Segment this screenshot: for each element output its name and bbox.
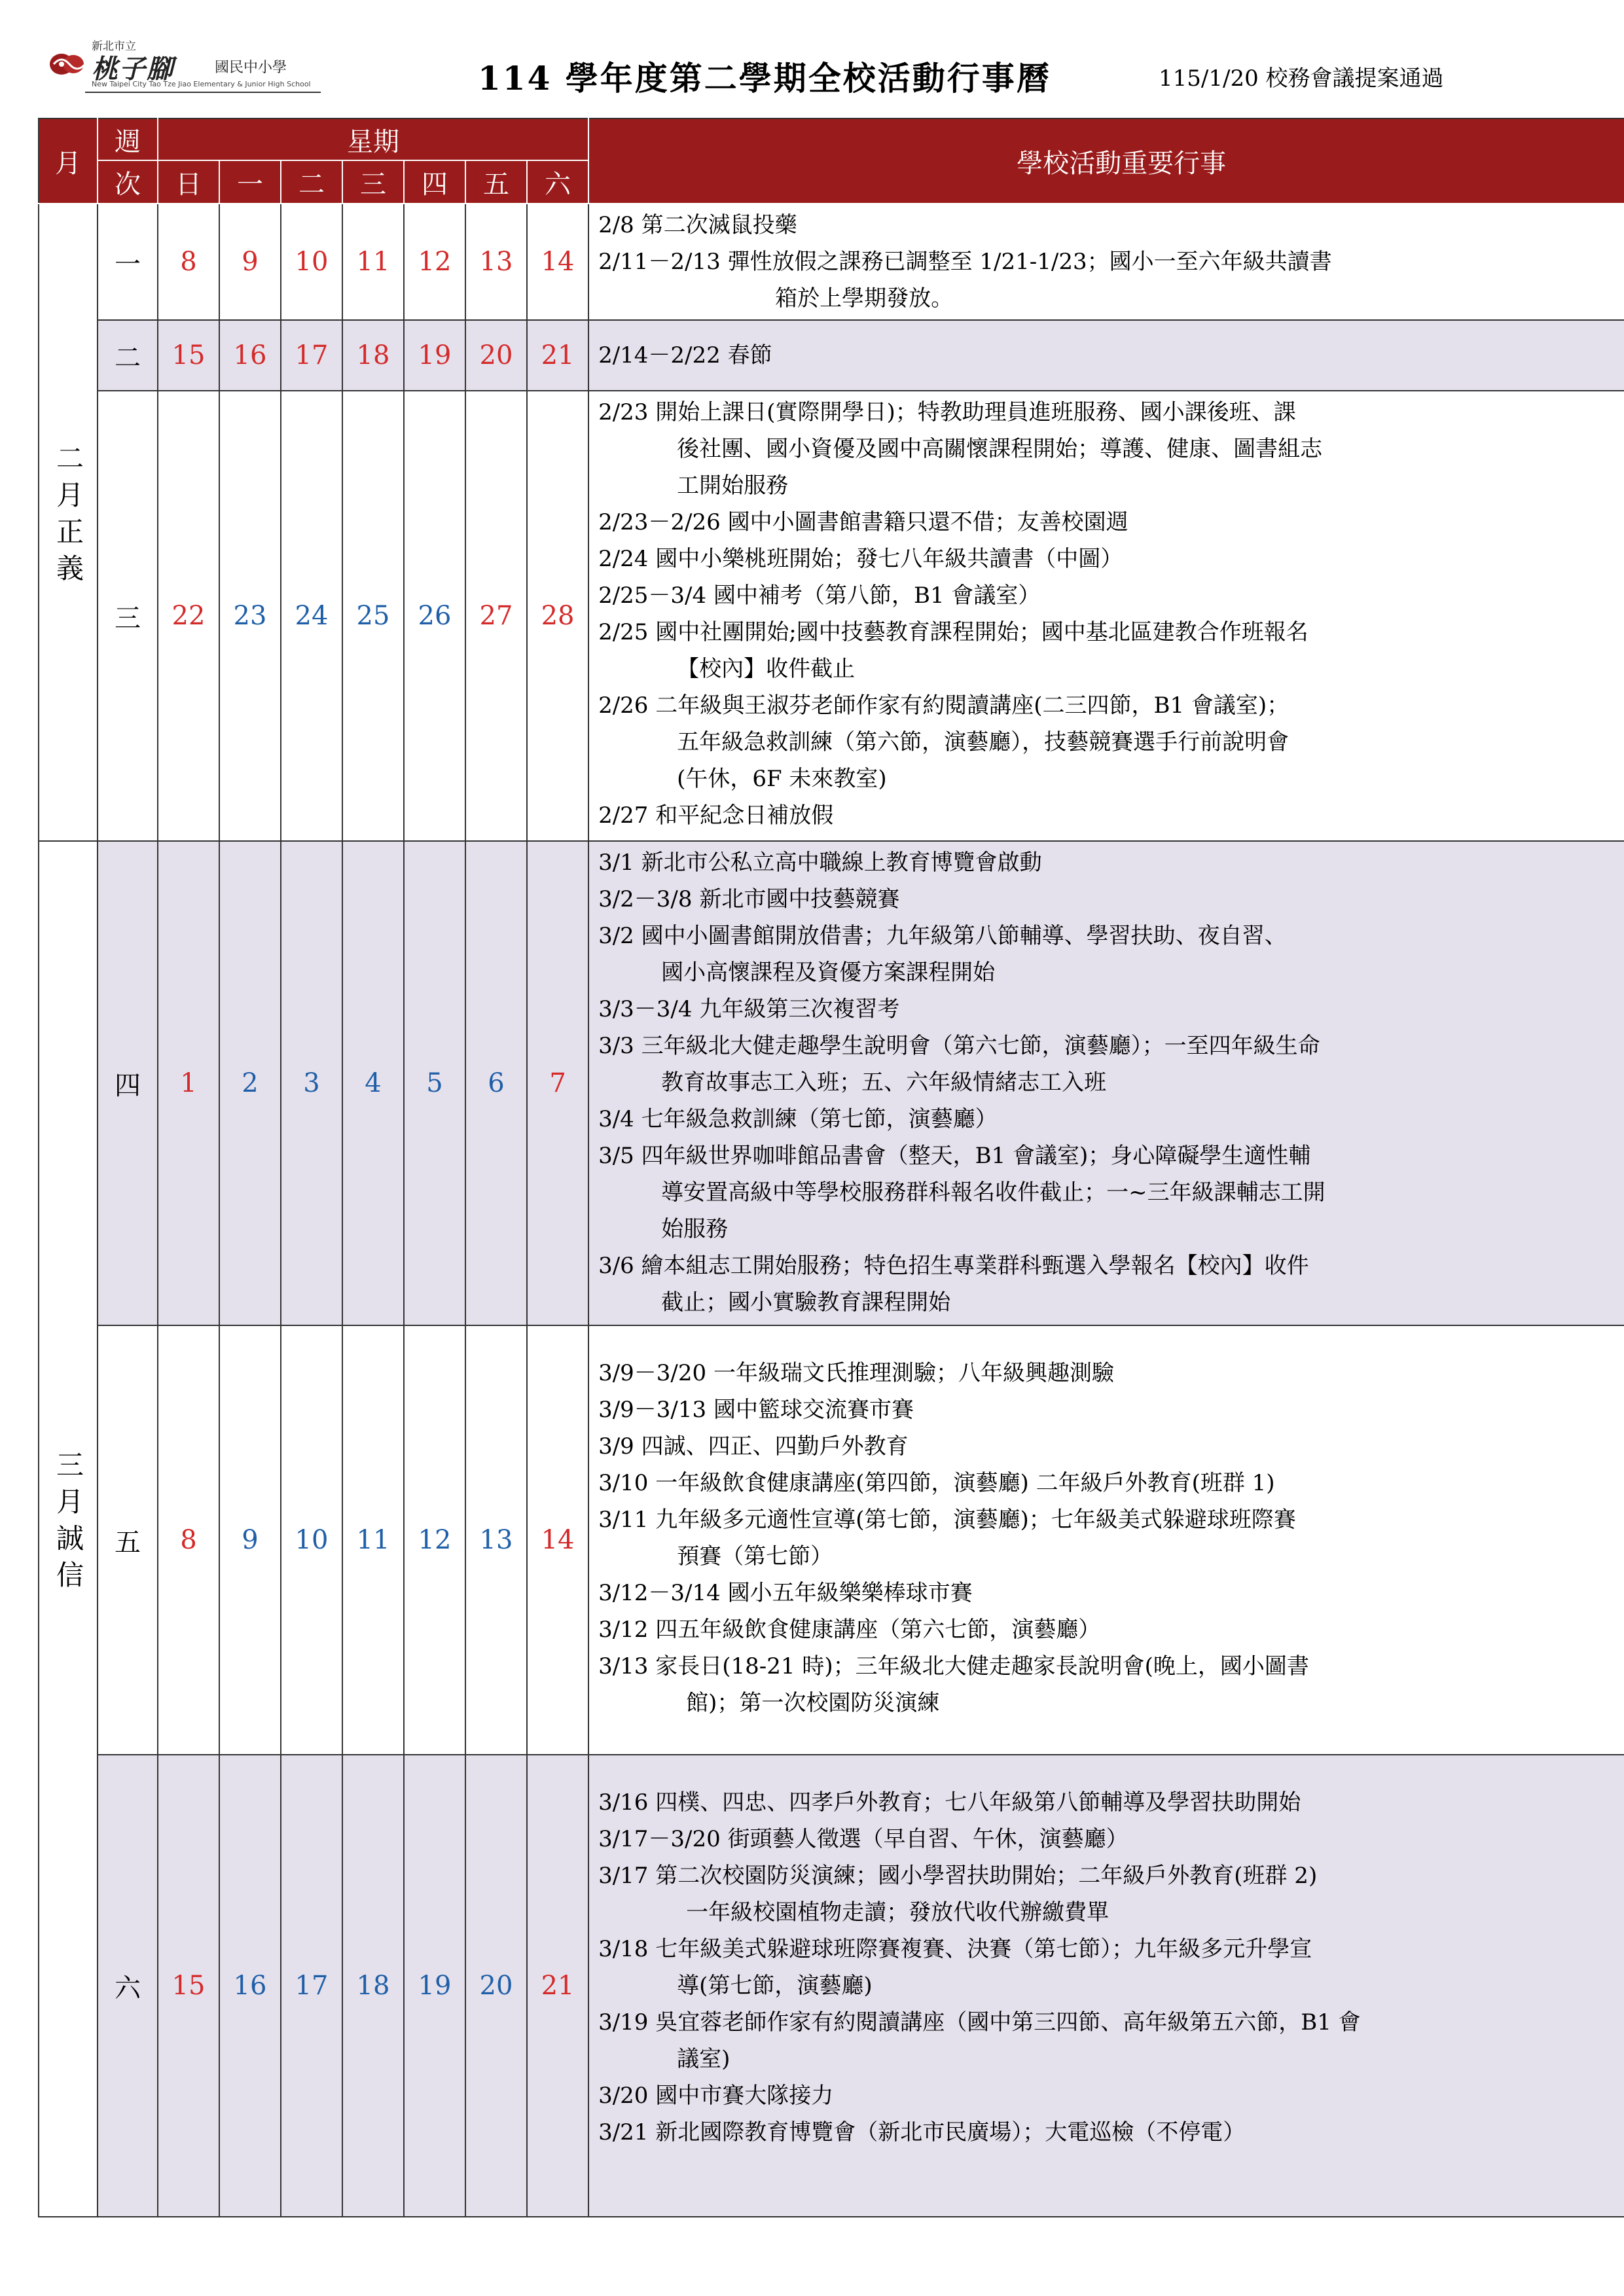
events-cell [588,1755,1624,2217]
event-line: 2/27 和平紀念日補放假 [598,802,834,829]
event-line: 3/12－3/14 國小五年級樂樂棒球市賽 [598,1580,973,1606]
date-cell: 20 [465,320,527,391]
date-cell: 19 [404,320,465,391]
day-header-fri: 五 [465,160,527,204]
table-row [39,1325,1624,1755]
date-cell: 4 [342,841,404,1325]
table-row [39,204,1624,320]
month-label: 二月正義 [52,444,84,590]
logo-city-text: 新北市立 [92,40,136,53]
events-cell [588,391,1624,841]
table-row [39,841,1624,1325]
date-cell: 25 [342,391,404,841]
event-line: 2/26 二年級與王淑芬老師作家有約閱讀講座(二三四節，B1 會議室)； [598,692,1290,719]
event-line: 2/14－2/22 春節 [598,342,772,368]
date-cell: 11 [342,204,404,320]
week-number: 五 [98,1325,158,1755]
date-cell: 12 [404,204,465,320]
table-header-row [39,118,1624,160]
date-cell: 17 [281,1755,342,2217]
event-line: 導(第七節，演藝廳) [677,1973,873,1999]
event-line: 3/3 三年級北大健走趣學生說明會（第六七節，演藝廳）；一至四年級生命 [598,1033,1320,1059]
events-cell [588,204,1624,320]
events-cell [588,841,1624,1325]
event-line: 五年級急救訓練（第六節，演藝廳），技藝競賽選手行前說明會 [677,729,1290,755]
day-header-wed: 三 [342,160,404,204]
date-cell: 14 [527,1325,588,1755]
event-line: 截止；國小實驗教育課程開始 [661,1289,951,1316]
event-line: 3/9－3/13 國中籃球交流賽市賽 [598,1397,914,1423]
date-cell: 19 [404,1755,465,2217]
event-line: 後社團、國小資優及國中高關懷課程開始；導護、健康、圖書組志 [677,436,1323,462]
date-cell: 14 [527,204,588,320]
week-column-header-bottom: 次 [98,160,158,204]
event-line: 3/17－3/20 街頭藝人徵選（早自習、午休，演藝廳） [598,1826,1128,1852]
event-line: 2/25 國中社團開始;國中技藝教育課程開始；國中基北區建教合作班報名 [598,619,1308,645]
date-cell: 17 [281,320,342,391]
event-line: 3/19 吳宜蓉老師作家有約閱讀講座（國中第三四節、高年級第五六節，B1 會 [598,2009,1361,2036]
event-line: 3/3－3/4 九年級第三次複習考 [598,996,900,1022]
month-cell-february [39,204,98,841]
table-row [39,391,1624,841]
event-line: 3/10 一年級飲食健康講座(第四節，演藝廳) 二年級戶外教育(班群 1) [598,1470,1275,1496]
date-cell: 7 [527,841,588,1325]
date-cell: 27 [465,391,527,841]
page-title: 114 學年度第二學期全校活動行事曆 [478,59,1051,98]
event-line: 始服務 [661,1216,729,1242]
date-cell: 1 [158,841,219,1325]
logo-brand-text: 桃子腳 [92,54,174,84]
event-line: 議室) [677,2046,731,2072]
month-cell-march [39,841,98,2217]
date-cell: 24 [281,391,342,841]
date-cell: 9 [219,1325,281,1755]
school-logo [46,35,321,88]
weekday-column-header: 星期 [158,118,588,160]
date-cell: 8 [158,204,219,320]
event-line: 3/13 家長日(18-21 時)；三年級北大健走趣家長說明會(晚上，國小圖書 [598,1653,1309,1679]
month-column-header: 月 [39,118,98,204]
events-column-header: 學校活動重要行事 [588,118,1624,204]
peach-seal-icon [47,50,92,79]
table-row [39,320,1624,391]
day-header-sun: 日 [158,160,219,204]
date-cell: 10 [281,204,342,320]
date-cell: 15 [158,1755,219,2217]
event-line: 2/11－2/13 彈性放假之課務已調整至 1/21-1/23；國小一至六年級共讀書 [598,249,1332,275]
date-cell: 22 [158,391,219,841]
event-line: 2/23 開始上課日(實際開學日)；特教助理員進班服務、國小課後班、課 [598,399,1296,425]
event-line: 2/8 第二次滅鼠投藥 [598,212,797,238]
date-cell: 21 [527,320,588,391]
day-header-tue: 二 [281,160,342,204]
day-header-thu: 四 [404,160,465,204]
day-header-mon: 一 [219,160,281,204]
date-cell: 2 [219,841,281,1325]
event-line: 3/6 繪本組志工開始服務；特色招生專業群科甄選入學報名【校內】收件 [598,1253,1309,1279]
event-line: 教育故事志工入班；五、六年級情緒志工入班 [661,1069,1107,1096]
date-cell: 8 [158,1325,219,1755]
event-line: 工開始服務 [677,473,789,499]
date-cell: 18 [342,1755,404,2217]
event-line: 2/25－3/4 國中補考（第八節，B1 會議室） [598,583,1041,609]
event-line: 預賽（第七節） [677,1543,833,1570]
date-cell: 15 [158,320,219,391]
event-line: 3/18 七年級美式躲避球班際賽複賽、決賽（第七節）；九年級多元升學宣 [598,1936,1312,1962]
events-cell [588,320,1624,391]
date-cell: 6 [465,841,527,1325]
events-cell [588,1325,1624,1755]
event-line: 2/24 國中小樂桃班開始；發七八年級共讀書（中圖） [598,546,1123,572]
date-cell: 5 [404,841,465,1325]
week-number: 四 [98,841,158,1325]
date-cell: 11 [342,1325,404,1755]
event-line: 【校內】收件截止 [677,656,856,682]
event-line: 3/5 四年級世界咖啡館品書會（整天，B1 會議室)；身心障礙學生適性輔 [598,1143,1311,1169]
event-line: 國小高懷課程及資優方案課程開始 [661,960,996,986]
event-line: 一年級校園植物走讀；發放代收代辦繳費單 [686,1899,1110,1926]
page-header [46,33,1578,105]
date-cell: 18 [342,320,404,391]
date-cell: 3 [281,841,342,1325]
day-header-sat: 六 [527,160,588,204]
date-cell: 12 [404,1325,465,1755]
event-line: (午休，6F 未來教室) [677,766,887,792]
event-line: 3/12 四五年級飲食健康講座（第六七節，演藝廳） [598,1617,1101,1643]
activity-calendar-table [38,118,1624,2217]
event-line: 箱於上學期發放。 [775,285,954,312]
week-number: 三 [98,391,158,841]
event-line: 3/9－3/20 一年級瑞文氏推理測驗；八年級興趣測驗 [598,1360,1114,1386]
date-cell: 16 [219,320,281,391]
date-cell: 20 [465,1755,527,2217]
event-line: 館)；第一次校園防災演練 [686,1690,940,1716]
month-label: 三月誠信 [52,1450,84,1597]
date-cell: 13 [465,1325,527,1755]
event-line: 3/21 新北國際教育博覽會（新北市民廣場）；大電巡檢（不停電） [598,2119,1246,2145]
logo-school-text: 國民中小學 [215,60,287,76]
date-cell: 13 [465,204,527,320]
date-cell: 16 [219,1755,281,2217]
date-cell: 10 [281,1325,342,1755]
event-line: 3/1 新北市公私立高中職線上教育博覽會啟動 [598,850,1042,876]
event-line: 2/23－2/26 國中小圖書館書籍只還不借；友善校園週 [598,509,1128,535]
date-cell: 28 [527,391,588,841]
logo-english-text: New Taipei City Tao Tze Jiao Elementary & Junior High School [92,80,311,88]
week-number: 一 [98,204,158,320]
date-cell: 21 [527,1755,588,2217]
week-number: 二 [98,320,158,391]
week-number: 六 [98,1755,158,2217]
event-line: 導安置高級中等學校服務群科報名收件截止；一~三年級課輔志工開 [661,1179,1326,1206]
event-line: 3/20 國中市賽大隊接力 [598,2083,834,2109]
event-line: 3/17 第二次校園防災演練；國小學習扶助開始；二年級戶外教育(班群 2) [598,1863,1318,1889]
date-cell: 26 [404,391,465,841]
table-row [39,1755,1624,2217]
week-column-header-top: 週 [98,118,158,160]
logo-underline [85,92,321,93]
date-cell: 9 [219,204,281,320]
event-line: 3/4 七年級急救訓練（第七節，演藝廳） [598,1106,998,1132]
event-line: 3/2－3/8 新北市國中技藝競賽 [598,886,900,912]
event-line: 3/2 國中小圖書館開放借書；九年級第八節輔導、學習扶助、夜自習、 [598,923,1287,949]
event-line: 3/11 九年級多元適性宣導(第七節，演藝廳)；七年級美式躲避球班際賽 [598,1507,1296,1533]
event-line: 3/16 四樸、四忠、四孝戶外教育；七八年級第八節輔導及學習扶助開始 [598,1789,1301,1816]
approval-note: 115/1/20 校務會議提案通過 [1159,65,1444,92]
date-cell: 23 [219,391,281,841]
event-line: 3/9 四誠、四正、四勤戶外教育 [598,1433,909,1460]
